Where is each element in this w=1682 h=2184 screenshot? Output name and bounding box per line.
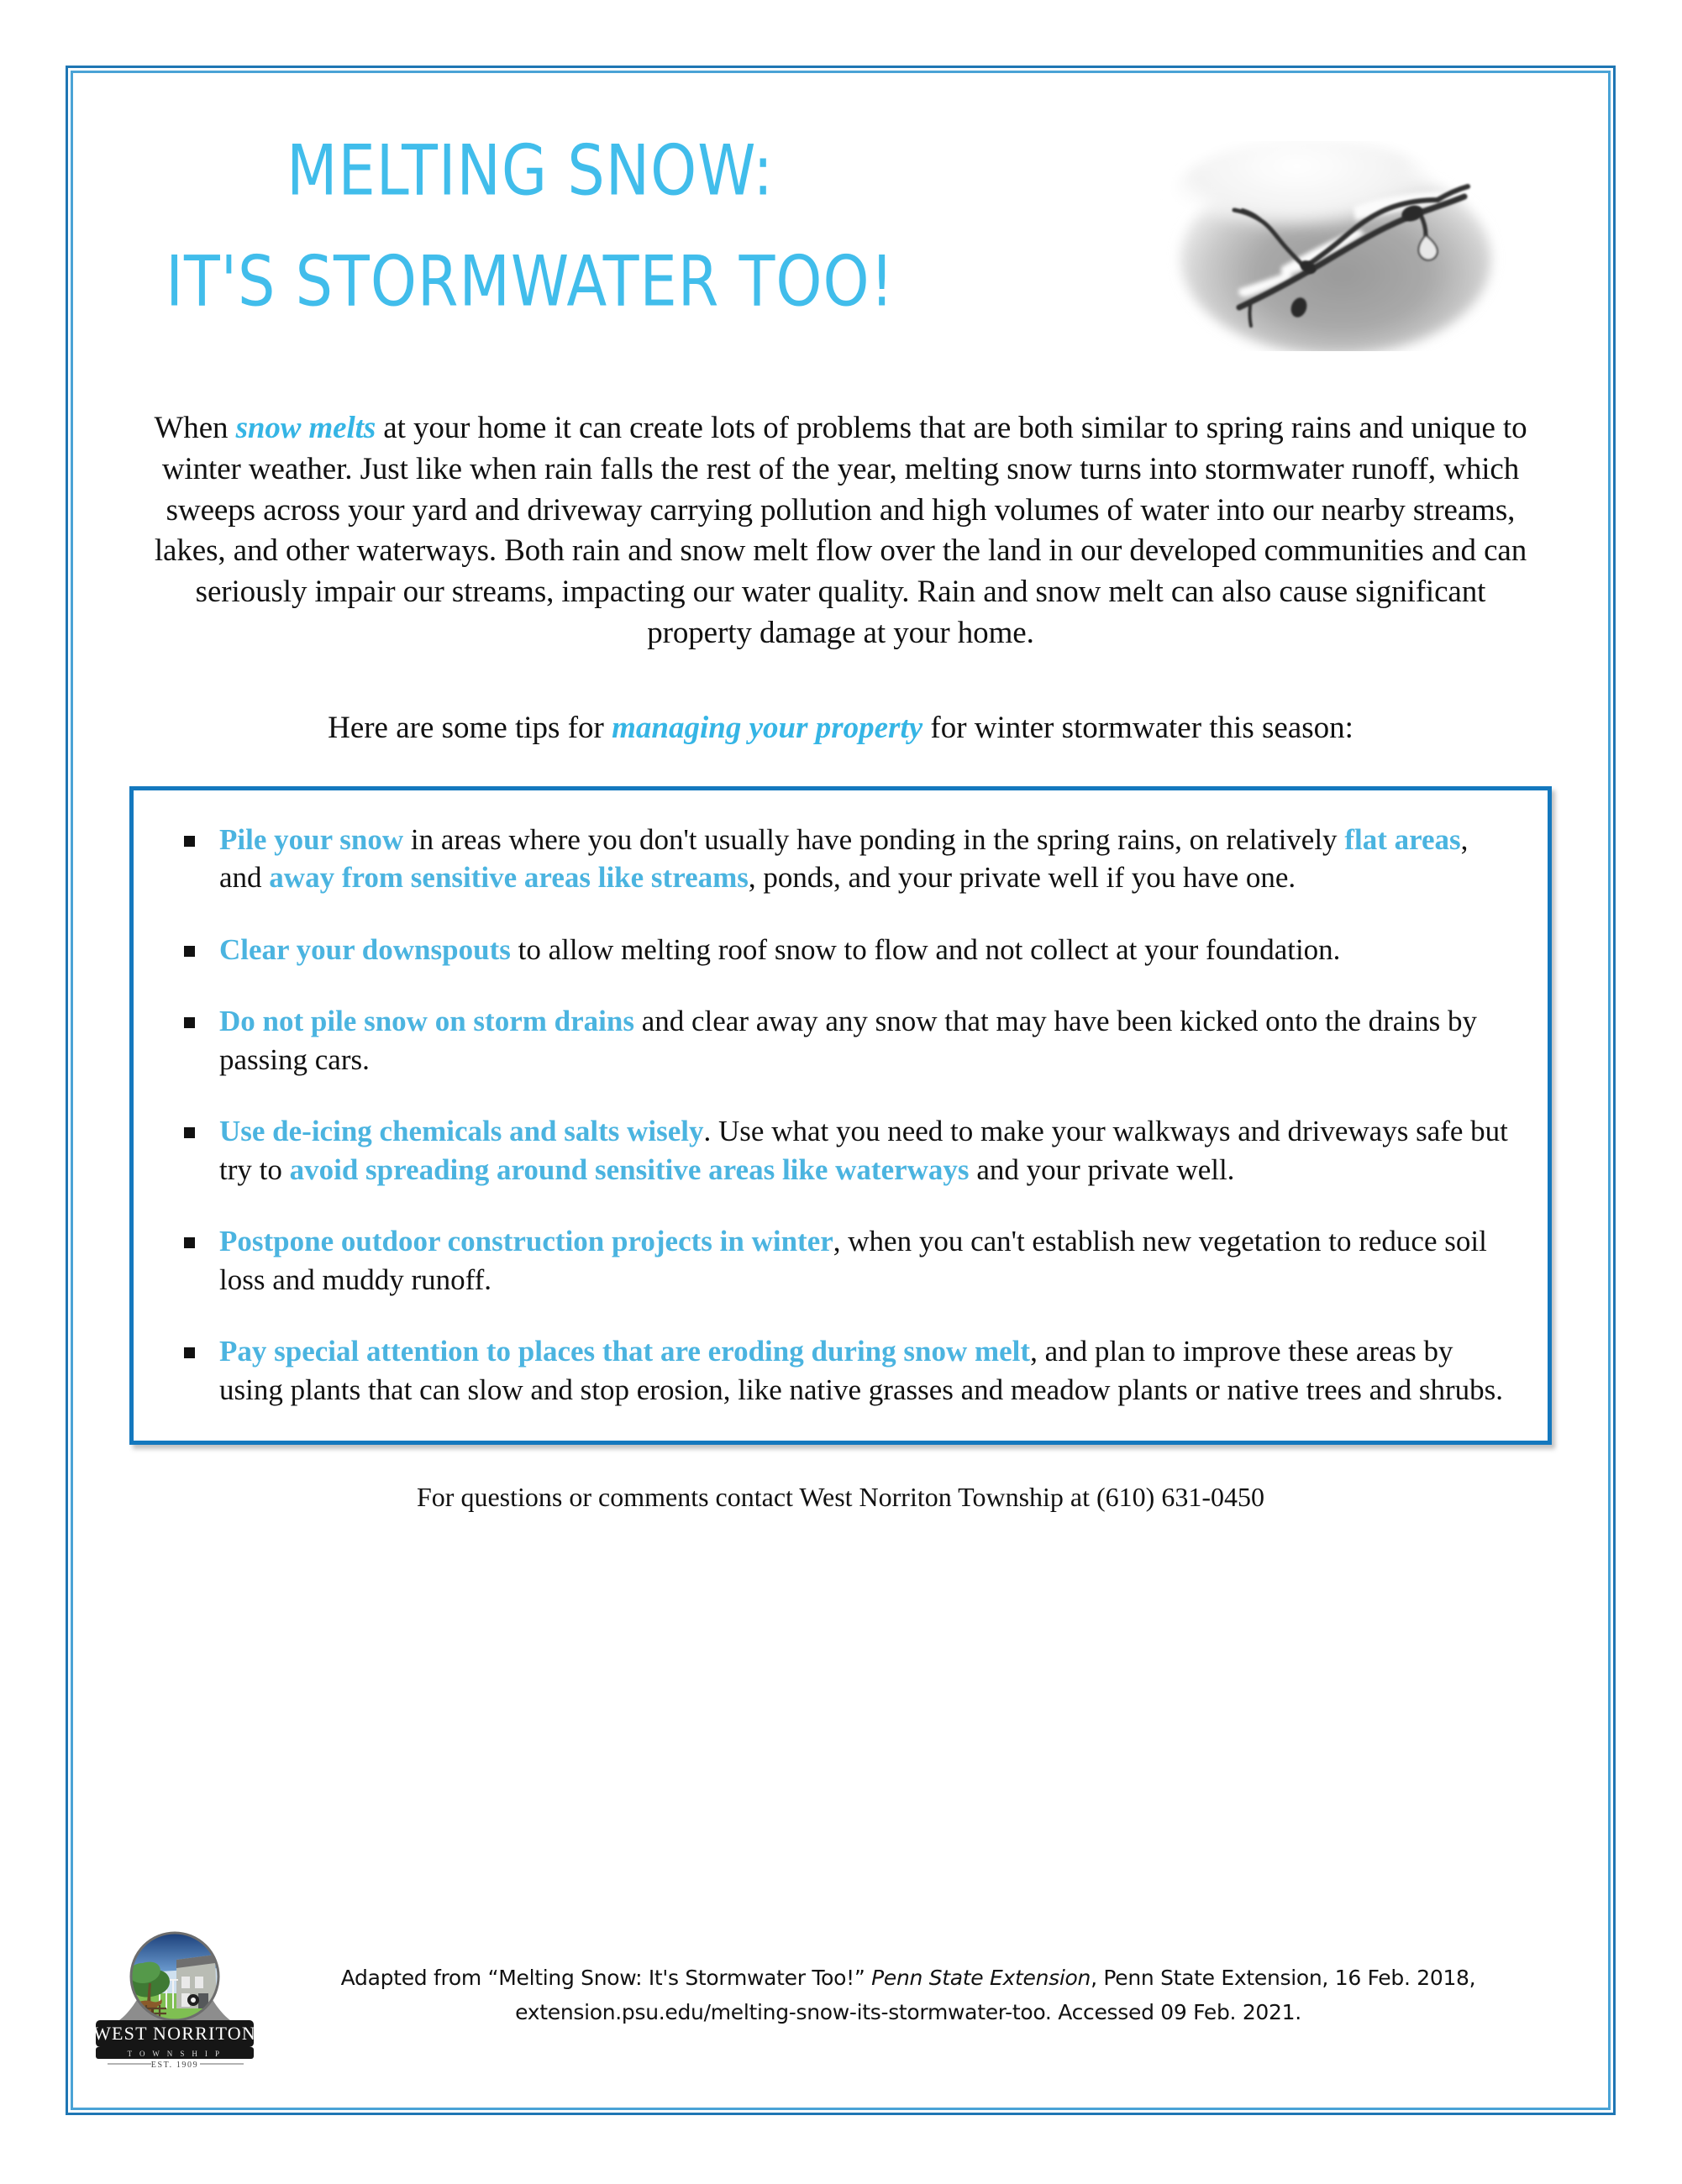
intro-paragraph bbox=[143, 408, 1538, 654]
citation-part2: , Penn State Extension, 16 Feb. 2018, bbox=[1091, 1966, 1476, 1990]
tip-text: in areas where you don't usually have ponding in the spring rains, on relatively bbox=[403, 822, 1345, 856]
list-item bbox=[169, 1112, 1512, 1189]
tip-text: , and plan to improve these areas by using plants that can slow and stop erosion, like native grasses and meadow plants or native trees and shrubs. bbox=[219, 1335, 1504, 1406]
square-bullet-icon bbox=[184, 946, 195, 957]
tip-text: and your private well. bbox=[969, 1152, 1235, 1186]
list-item bbox=[169, 1222, 1512, 1299]
list-item bbox=[169, 821, 1512, 897]
west-norriton-township-logo bbox=[89, 1921, 261, 2068]
tip-highlight: Pile your snow bbox=[219, 822, 404, 856]
header bbox=[81, 81, 1601, 408]
square-bullet-icon bbox=[184, 1017, 195, 1028]
logo-established: EST. 1909 bbox=[150, 2061, 199, 2068]
intro-text-part1: When bbox=[154, 411, 236, 445]
tip-highlight: flat areas bbox=[1344, 822, 1461, 856]
tip-text: to allow melting roof snow to flow and not collect at your foundation. bbox=[510, 932, 1341, 966]
square-bullet-icon bbox=[184, 1347, 195, 1358]
snowy-branch-image bbox=[1155, 141, 1508, 351]
tip-text: and clear away any snow that may have been kicked onto the drains by passing cars. bbox=[219, 1005, 1477, 1076]
citation-source-italic: Penn State Extension bbox=[871, 1966, 1091, 1990]
tips-box bbox=[129, 786, 1552, 1446]
logo-name-line2: T O W N S H I P bbox=[127, 2050, 223, 2058]
tip-highlight: away from sensitive areas like streams bbox=[269, 861, 749, 895]
source-citation bbox=[291, 1961, 1526, 2029]
tips-lead-paragraph bbox=[143, 708, 1538, 749]
tip-text: , ponds, and your private well if you have one. bbox=[748, 861, 1296, 895]
tip-text: , when you can't establish new vegetation to reduce soil loss and muddy runoff. bbox=[219, 1225, 1487, 1296]
tip-highlight: Clear your downspouts bbox=[219, 932, 511, 966]
logo-name-line1: WEST NORRITON bbox=[93, 2023, 256, 2044]
snowy-branch-photo bbox=[1155, 141, 1508, 351]
list-item bbox=[169, 1002, 1512, 1079]
page-title bbox=[131, 121, 929, 322]
square-bullet-icon bbox=[184, 836, 195, 847]
page-content bbox=[81, 81, 1601, 2100]
tip-text: . Use what you need to make your walkways and driveways safe but try to bbox=[219, 1115, 1508, 1186]
tips-lead-part2: for winter stormwater this season: bbox=[922, 710, 1353, 745]
square-bullet-icon bbox=[184, 1237, 195, 1248]
citation-line2: extension.psu.edu/melting-snow-its-stormwater-too. Accessed 09 Feb. 2021. bbox=[515, 1999, 1301, 2024]
tips-list bbox=[169, 821, 1512, 1410]
tip-highlight: avoid spreading around sensitive areas like waterways bbox=[289, 1152, 970, 1186]
title-line-1: MELTING SNOW: bbox=[286, 129, 774, 212]
list-item bbox=[169, 931, 1512, 969]
tip-highlight: Use de-icing chemicals and salts wisely bbox=[219, 1115, 704, 1148]
tip-highlight: Pay special attention to places that are eroding during snow melt bbox=[219, 1335, 1031, 1368]
square-bullet-icon bbox=[184, 1127, 195, 1138]
title-line-2: IT'S STORMWATER TOO! bbox=[166, 240, 895, 322]
footer bbox=[81, 1914, 1601, 2090]
list-item bbox=[169, 1332, 1512, 1409]
intro-text-part2: at your home it can create lots of problems that are both similar to spring rains and unique to winter weather. Just like when rain falls the rest of the year, melting snow turns into stormwater runoff, which sweeps across your yard and driveway carrying pollution and high volumes of water into our nearby streams, lakes, and other waterways. Both rain and snow melt flow over the land in our developed communities and can seriously impair our streams, impacting our water quality. Rain and snow melt can also cause significant property damage at your home. bbox=[154, 411, 1527, 651]
tips-lead-emphasis: managing your property bbox=[612, 710, 923, 745]
tip-text: , and bbox=[219, 822, 1469, 895]
intro-emphasis-snow-melts: snow melts bbox=[235, 411, 376, 445]
tip-highlight: Do not pile snow on storm drains bbox=[219, 1005, 634, 1038]
tips-lead-part1: Here are some tips for bbox=[328, 710, 612, 745]
contact-line: For questions or comments contact West Norriton Township at (610) 631-0450 bbox=[417, 1482, 1264, 1513]
tip-highlight: Postpone outdoor construction projects in winter bbox=[219, 1225, 833, 1258]
township-seal-icon bbox=[89, 1921, 261, 2068]
citation-part1: Adapted from “Melting Snow: It's Stormwater Too!” bbox=[340, 1966, 872, 1990]
